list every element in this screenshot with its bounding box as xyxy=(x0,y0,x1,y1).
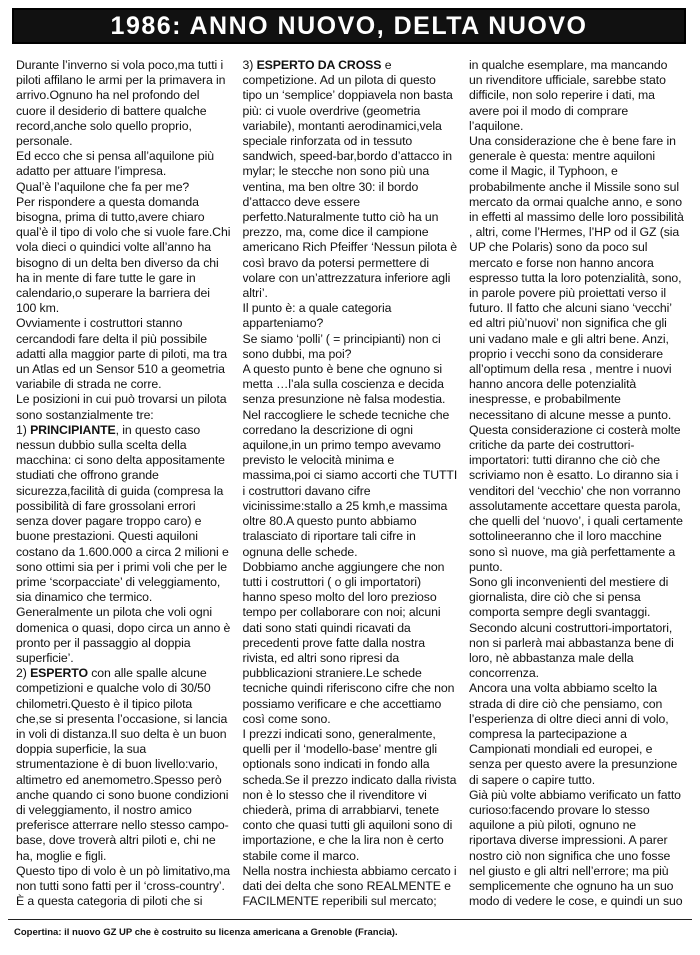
article-paragraph xyxy=(243,301,458,331)
page-title: 1986: ANNO NUOVO, DELTA NUOVO xyxy=(110,11,588,40)
section-heading: PRINCIPIANTE xyxy=(30,422,116,437)
article-paragraph xyxy=(243,560,458,727)
paragraph-text: con alle spalle alcune competizioni e qualche volo di 30/50 chilometri.Questo è il tipico pilota che,se si presenta l’occasione, si lancia in voli di distanza.Il suo delta è un buon doppia superficie, la sua strumentazione è di buon livello:vario, altimetro ed anemometro.Spesso però anche quando ci sono buone condizioni di veleggiamento, il nostro amico preferisce atterrare nello stesso campo-base, dove troverà altri piloti e, chi ne ha, moglie e figli. xyxy=(16,666,229,863)
article-paragraph xyxy=(16,149,231,179)
cover-caption: Copertina: il nuovo GZ UP che è costruito su licenza americana a Grenoble (Francia). xyxy=(14,927,398,938)
caption-divider xyxy=(8,919,692,920)
paragraph-text: Ed ecco che si pensa all’aquilone più adatto per attuare l’impresa. xyxy=(16,149,214,179)
paragraph-text: Una considerazione che è bene fare in generale è questa: mentre aquiloni come il Magic, il Typhoon, e probabilmente anche il Missile sono sul mercato da ormai qualche anno, e sono in effetti al massimo delle loro possibilità , altri, come l’Hermes, l’HP od il GZ (sia UP che Polaris) sono da poco sul mercato e forse non hanno ancora espresso tutta la loro potenzialità, sono, in parole povere più proiettati verso il futuro. Il fatto che alcuni siano ‘vecchi’ ed altri più’nuovi’ non significa che gli uni vadano male e gli altri bene. Anzi, proprio i vecchi sono da considerare all’optimum della resa , mentre i nuovi hanno ancora delle potenzialità inespresse, e probabilmente necessitano di alcune messe a punto. xyxy=(469,134,684,422)
article-paragraph xyxy=(469,575,684,681)
article-paragraph xyxy=(16,316,231,392)
article-paragraph xyxy=(469,788,684,908)
section-heading: ESPERTO xyxy=(30,666,88,681)
paragraph-text: Il punto è: a quale categoria apparteniamo? xyxy=(242,301,392,331)
article-paragraph xyxy=(16,180,231,195)
paragraph-text: I prezzi indicati sono, generalmente, quelli per il ‘modello-base’ mentre gli optionals sono indicati in fondo alla scheda.Se il prezzo indicato dalla rivista non è lo stesso che il rivenditore vi chiederà, prima di arrabbiarvi, tenete conto che quasi tutti gli aquiloni sono di importazione, e che la lira non è certo stabile come il marco. xyxy=(242,726,457,863)
paragraph-text: Nella nostra inchiesta abbiamo cercato i dati dei delta che sono REALMENTE e FACILMENTE reperibili sul mercato; xyxy=(242,863,457,908)
article-paragraph xyxy=(243,408,458,560)
title-banner xyxy=(12,8,686,44)
section-heading: ESPERTO DA CROSS xyxy=(256,58,382,72)
paragraph-text: Questa considerazione ci costerà molte critiche da parte dei costruttori-importatori: tutti diranno che ciò che scriviamo non è esatto. Lo diranno sia i venditori del ‘vecchio’ che non vorranno assolutamente accettare questa parola, che quelli del ‘nuovo’, i quali certamente sottolineeranno che il loro macchine sono sì nuove, ma già perfettamente a punto. xyxy=(469,422,683,574)
paragraph-text: Qual’è l’aquilone che fa per me? xyxy=(16,179,190,194)
article-paragraph xyxy=(243,727,458,864)
paragraph-text: A questo punto è bene che ognuno si metta …l’ala sulla coscienza e decida senza presunzione nè falsa modestia. xyxy=(242,362,446,407)
paragraph-text: 2) xyxy=(16,666,31,681)
article-paragraph xyxy=(16,423,231,666)
paragraph-text: , in questo caso nessun dubbio sulla scelta della macchina: ci sono delta appositamente studiati che offrono grande sicurezza,facilità di guida (compresa la possibilità di fare grossolani errori senza dover pagare troppo caro) e buone prestazioni. Questi aquiloni costano da 1.600.000 a circa 2 milioni e sono ottimi sia per i primi voli che per le prime ‘scorpacciate’ di veleggiamento, sia dinamico che termico. Generalmente un pilota che voli ogni domenica o quasi, dopo circa un anno è pronto per il passaggio al doppia superficie’. xyxy=(16,422,231,665)
paragraph-text: Già più volte abbiamo verificato un fatto curioso:facendo provare lo stesso aquilone a più piloti, ognuno ne riportava diverse impressioni. A parer nostro ciò non significa che uno fosse nel giusto e gli altri nell’errore; ma più semplicemente che ognuno ha un suo modo di vedere le cose, e quindi un suo xyxy=(469,787,683,908)
article-paragraph xyxy=(16,864,231,908)
paragraph-text: Dobbiamo anche aggiungere che non tutti i costruttori ( o gli importatori) hanno speso molto del loro prezioso tempo per collaborare con noi; alcuni dati sono stati quindi ricavati da precedenti prove fatte dalla nostra rivista, ed altri sono ripresi da pubblicazioni straniere.Le schede tecniche quindi riferiscono cifre che non possiamo verificare e che accettiamo così come sono. xyxy=(242,559,455,726)
article-paragraph xyxy=(469,423,684,575)
article-paragraph xyxy=(243,362,458,408)
article-paragraph xyxy=(16,58,231,149)
paragraph-text: Ovviamente i costruttori stanno cercandodi fare delta il più possibile adatti alla maggior parte di piloti, ma tra un Atlas ed un Sensor 510 a geometria variabile di strada ne corre. xyxy=(16,316,228,392)
paragraph-text: 1) xyxy=(16,422,31,437)
paragraph-text: Ancora una volta abbiamo scelto la strada di dire ciò che pensiamo, con l’esperienza di oltre dieci anni di volo, compresa la partecipazione a Campionati mondiali ed europei, e senza per questo avere la presunzione di sapere o capire tutto. xyxy=(469,681,678,787)
paragraph-text: Durante l’inverno si vola poco,ma tutti i piloti affilano le armi per la primavera in arrivo.Ognuno ha nel profondo del cuore il desiderio di battere qualche record,anche solo quello proprio, personale. xyxy=(16,58,226,149)
article-body xyxy=(16,58,684,908)
article-column-3 xyxy=(469,58,684,908)
paragraph-text: Nel raccogliere le schede tecniche che corredano la descrizione di ogni aquilone,in un primo tempo avevamo previsto le velocità minima e massima,poi ci siamo accorti che TUTTI i costruttori davano cifre vicinissime:stallo a 25 kmh,e massima oltre 80.A questo punto abbiamo tralasciato di riportare tali cifre in ognuna delle schede. xyxy=(242,407,458,559)
paragraph-text: e competizione. Ad un pilota di questo tipo un ‘semplice’ doppiavela non basta più: ci vuole overdrive (geometria variabile), montanti aerodinamici,vela speciale rinforzata od in tessuto sandwich, speed-bar,bordo d’attacco in mylar; le stecche non sono più una ventina, ma ben oltre 30: il bordo d’attacco deve essere perfetto.Naturalmente tutto ciò ha un prezzo, ma, come dice il campione americano Rich Pfeiffer ‘Nessun pilota è così bravo da potersi permettere di volare con un’attrezzatura inferiore agli altri’. xyxy=(242,58,457,301)
article-paragraph xyxy=(469,134,684,423)
article-paragraph xyxy=(243,332,458,362)
paragraph-text: 3) xyxy=(242,58,257,72)
article-column-2 xyxy=(243,58,458,908)
article-paragraph xyxy=(243,58,458,301)
paragraph-text: Le posizioni in cui può trovarsi un pilota sono sostanzialmente tre: xyxy=(16,392,227,422)
paragraph-text: Questo tipo di volo è un pò limitativo,ma non tutti sono fatti per il ‘cross-country’. È a questa categoria di piloti che si xyxy=(16,863,230,908)
article-paragraph xyxy=(16,392,231,422)
article-paragraph xyxy=(16,666,231,864)
article-paragraph xyxy=(469,681,684,787)
paragraph-text: in qualche esemplare, ma mancando un rivenditore ufficiale, sarebbe stato difficile, non solo reperire i dati, ma avere poi il modo di comprare l’aquilone. xyxy=(469,58,668,133)
article-paragraph xyxy=(16,195,231,317)
paragraph-text: Se siamo ‘polli’ ( = principianti) non ci sono dubbi, ma poi? xyxy=(242,331,441,361)
paragraph-text: Per rispondere a questa domanda bisogna, prima di tutto,avere chiaro qual’è il tipo di volo che si vuole fare.Chi vola dieci o quindici volte all’anno ha bisogno di un delta ben diverso da chi ha in mente di fare tutte le gare in calendario,o superare la barriera dei 100 km. xyxy=(16,194,231,316)
article-column-1 xyxy=(16,58,231,908)
paragraph-text: Sono gli inconvenienti del mestiere di giornalista, dire ciò che si pensa comporta sempre degli svantaggi. Secondo alcuni costruttori-importatori, non si parlerà mai abbastanza bene di loro, nè abbastanza male della concorrenza. xyxy=(469,574,674,681)
article-paragraph xyxy=(469,58,684,134)
article-paragraph xyxy=(243,864,458,908)
